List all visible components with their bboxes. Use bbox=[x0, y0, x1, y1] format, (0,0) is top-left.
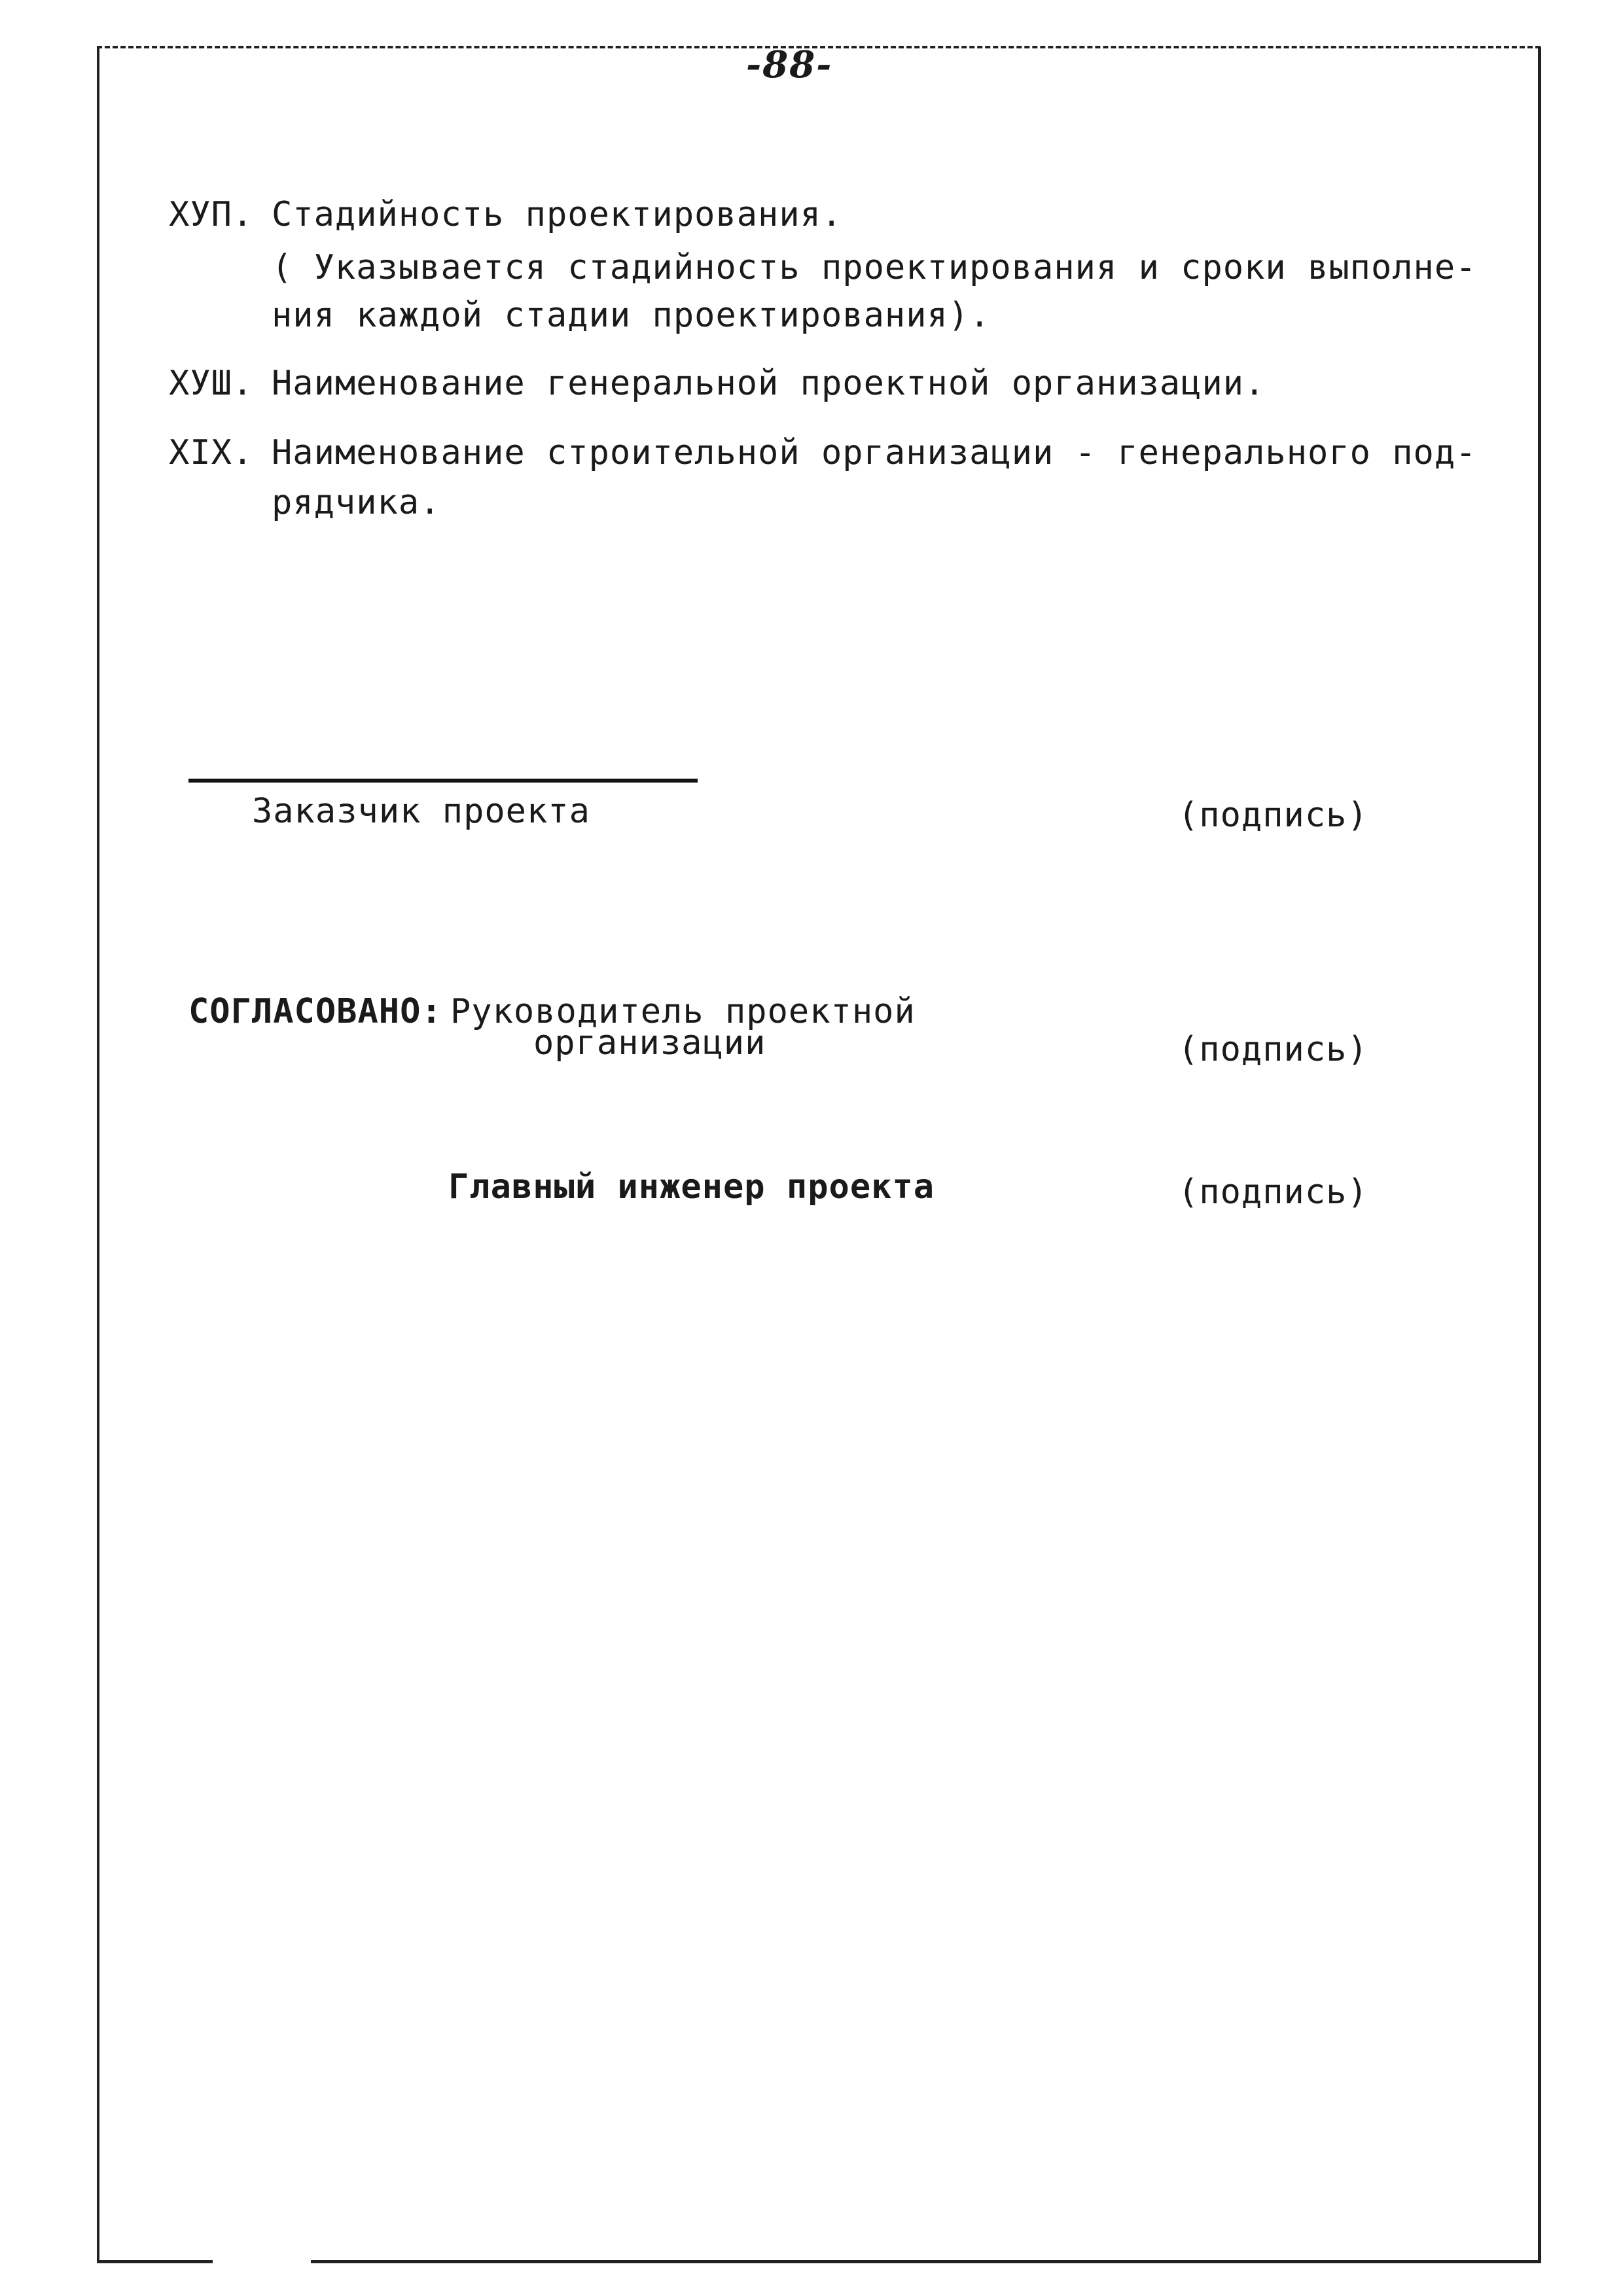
approved-role-line1: Руководитель проектной bbox=[450, 992, 916, 1031]
chief-engineer-signature-placeholder: (подпись) bbox=[1178, 1173, 1368, 1212]
section-text-line: Наименование генеральной проектной организации. bbox=[272, 364, 1266, 403]
chief-engineer-role: Главный инженер проекта bbox=[448, 1167, 935, 1207]
customer-signature-placeholder: (подпись) bbox=[1178, 796, 1368, 835]
approved-signature-placeholder: (подпись) bbox=[1178, 1030, 1368, 1069]
section-numeral: ХУШ. bbox=[169, 364, 254, 403]
approved-role-line2: организации bbox=[533, 1023, 766, 1063]
section-text-line: ( Указывается стадийность проектирования и сроки выполне- bbox=[272, 248, 1477, 287]
section-text-line: Наименование строительной организации - генерального под- bbox=[272, 433, 1477, 472]
section-text-line: рядчика. bbox=[272, 483, 441, 522]
section-numeral: ХУП. bbox=[169, 195, 254, 234]
approved-label: СОГЛАСОВАНО: bbox=[188, 992, 442, 1031]
section-text-line: Стадийность проектирования. bbox=[272, 195, 843, 234]
frame-bottom-border bbox=[97, 2260, 1541, 2263]
signature-line bbox=[188, 779, 698, 783]
customer-role: Заказчик проекта bbox=[252, 792, 590, 831]
frame-left-border bbox=[97, 46, 99, 2261]
section-numeral: XIX. bbox=[169, 433, 254, 472]
section-text-line: ния каждой стадии проектирования). bbox=[272, 296, 991, 335]
frame-right-border bbox=[1538, 47, 1541, 2262]
page-number: -88- bbox=[746, 43, 833, 86]
frame-bottom-gap bbox=[213, 2256, 311, 2265]
